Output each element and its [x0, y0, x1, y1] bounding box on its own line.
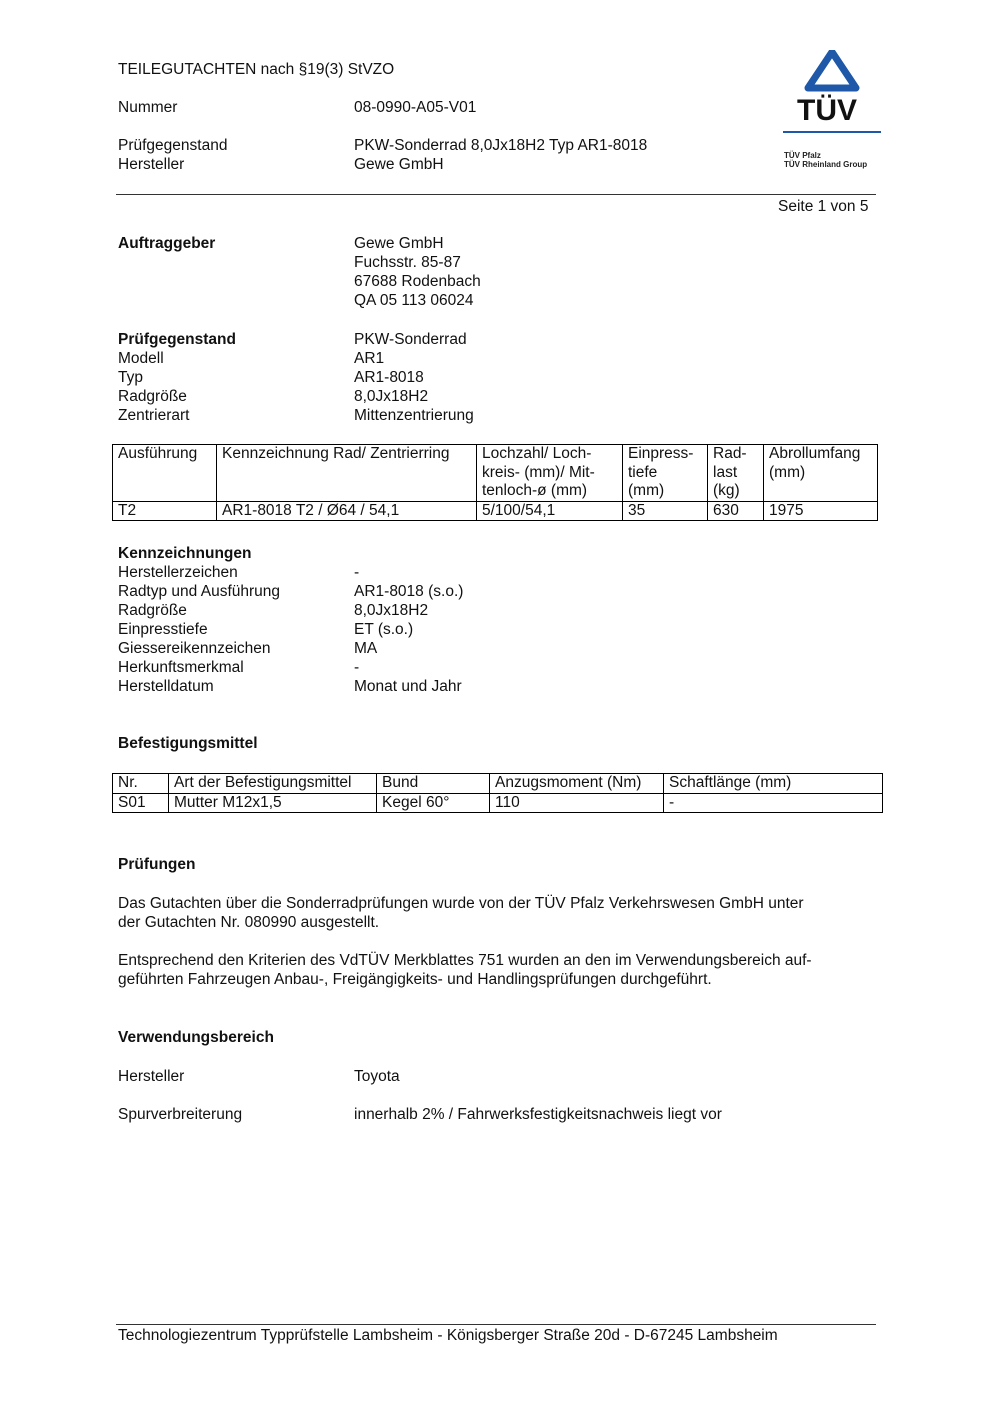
zentrierart-label: Zentrierart: [118, 407, 190, 424]
kennzeichnung-label: Herkunftsmerkmal: [118, 659, 244, 676]
page-info: Seite 1 von 5: [778, 198, 869, 215]
zentrierart-value: Mittenzentrierung: [354, 407, 474, 424]
kennzeichnungen-label: Kennzeichnungen: [118, 545, 252, 562]
kennzeichnung-label: Radtyp und Ausführung: [118, 583, 281, 600]
table-cell: AR1-8018 T2 / Ø64 / 54,1: [217, 501, 477, 521]
befestigung-table: [112, 773, 883, 813]
modell-label: Modell: [118, 350, 164, 367]
spurverbreiterung-value: innerhalb 2% / Fahrwerksfestigkeitsnachweis liegt vor: [354, 1106, 722, 1123]
table-cell: 630: [708, 501, 764, 521]
typ-value: AR1-8018: [354, 369, 424, 386]
document-title: TEILEGUTACHTEN nach §19(3) StVZO: [118, 61, 395, 78]
pruefungen-paragraph-line: geführten Fahrzeugen Anbau-, Freigängigkeits- und Handlingsprüfungen durchgeführt.: [118, 971, 712, 988]
kennzeichnung-value: ET (s.o.): [354, 621, 414, 638]
footer-address: Technologiezentrum Typprüfstelle Lambsheim - Königsberger Straße 20d - D-67245 Lambsheim: [118, 1327, 778, 1344]
footer-divider: [116, 1324, 876, 1325]
ausfuehrung-table: [112, 444, 878, 521]
table-header-cell: Lochzahl/ Loch- kreis- (mm)/ Mit- tenloch-ø (mm): [477, 445, 623, 502]
table-cell: Kegel 60°: [377, 793, 490, 813]
auftraggeber-label: Auftraggeber: [118, 235, 216, 252]
pruefungen-label: Prüfungen: [118, 856, 196, 873]
kennzeichnung-value: -: [354, 659, 360, 676]
kennzeichnung-value: MA: [354, 640, 378, 657]
kennzeichnung-value: Monat und Jahr: [354, 678, 462, 695]
kennzeichnung-label: Herstellerzeichen: [118, 564, 238, 581]
table-header-cell: Kennzeichnung Rad/ Zentrierring: [217, 445, 477, 502]
header-divider: [116, 194, 876, 195]
vb-hersteller-value: Toyota: [354, 1068, 400, 1085]
nummer-value: 08-0990-A05-V01: [354, 99, 477, 116]
auftraggeber-line: QA 05 113 06024: [354, 292, 474, 309]
tuev-pfalz-label: TÜV Pfalz: [784, 151, 821, 160]
table-cell: T2: [113, 501, 217, 521]
modell-value: AR1: [354, 350, 385, 367]
kennzeichnung-value: -: [354, 564, 360, 581]
radgroesse-label: Radgröße: [118, 388, 187, 405]
auftraggeber-line: 67688 Rodenbach: [354, 273, 481, 290]
table-row: [113, 793, 883, 813]
kennzeichnung-label: Einpresstiefe: [118, 621, 208, 638]
spurverbreiterung-label: Spurverbreiterung: [118, 1106, 243, 1123]
kennzeichnung-label: Herstelldatum: [118, 678, 214, 695]
kennzeichnung-value: 8,0Jx18H2: [354, 602, 429, 619]
kennzeichnung-value: AR1-8018 (s.o.): [354, 583, 464, 600]
table-header-cell: Nr.: [113, 774, 169, 794]
radgroesse-value: 8,0Jx18H2: [354, 388, 429, 405]
nummer-label: Nummer: [118, 99, 178, 116]
verwendungsbereich-label: Verwendungsbereich: [118, 1029, 274, 1046]
tuev-underline: [783, 131, 881, 133]
pruefungen-paragraph-line: Das Gutachten über die Sonderradprüfungen wurde von der TÜV Pfalz Verkehrswesen GmbH unter: [118, 895, 804, 912]
kennzeichnung-label: Radgröße: [118, 602, 187, 619]
table-header-row: [113, 774, 883, 794]
pruefgegenstand-section-value: PKW-Sonderrad: [354, 331, 467, 348]
pruefungen-paragraph-line: Entsprechend den Kriterien des VdTÜV Merkblattes 751 wurden an den im Verwendungsbereich auf-: [118, 952, 812, 969]
table-header-row: [113, 445, 878, 502]
typ-label: Typ: [118, 369, 143, 386]
table-header-cell: Einpress- tiefe (mm): [623, 445, 708, 502]
table-cell: 35: [623, 501, 708, 521]
table-cell: 1975: [764, 501, 878, 521]
table-cell: Mutter M12x1,5: [169, 793, 377, 813]
hersteller-label: Hersteller: [118, 156, 185, 173]
table-cell: 5/100/54,1: [477, 501, 623, 521]
table-header-cell: Abrollumfang (mm): [764, 445, 878, 502]
befestigungsmittel-label: Befestigungsmittel: [118, 735, 258, 752]
table-cell: 110: [490, 793, 664, 813]
auftraggeber-line: Fuchsstr. 85-87: [354, 254, 461, 271]
pruefgegenstand-section-label: Prüfgegenstand: [118, 331, 236, 348]
table-header-cell: Rad- last (kg): [708, 445, 764, 502]
tuev-brand: TÜV: [797, 94, 857, 127]
pruefgegenstand-value: PKW-Sonderrad 8,0Jx18H2 Typ AR1-8018: [354, 137, 648, 154]
pruefgegenstand-label: Prüfgegenstand: [118, 137, 228, 154]
table-header-cell: Schaftlänge (mm): [664, 774, 883, 794]
table-header-cell: Bund: [377, 774, 490, 794]
pruefungen-paragraph-line: der Gutachten Nr. 080990 ausgestellt.: [118, 914, 380, 931]
kennzeichnung-label: Giessereikennzeichen: [118, 640, 271, 657]
table-header-cell: Anzugsmoment (Nm): [490, 774, 664, 794]
table-row: [113, 501, 878, 521]
hersteller-value: Gewe GmbH: [354, 156, 444, 173]
tuev-group-label: TÜV Rheinland Group: [784, 160, 868, 169]
table-cell: S01: [113, 793, 169, 813]
table-cell: -: [664, 793, 883, 813]
vb-hersteller-label: Hersteller: [118, 1068, 185, 1085]
table-header-cell: Art der Befestigungsmittel: [169, 774, 377, 794]
auftraggeber-line: Gewe GmbH: [354, 235, 444, 252]
table-header-cell: Ausführung: [113, 445, 217, 502]
